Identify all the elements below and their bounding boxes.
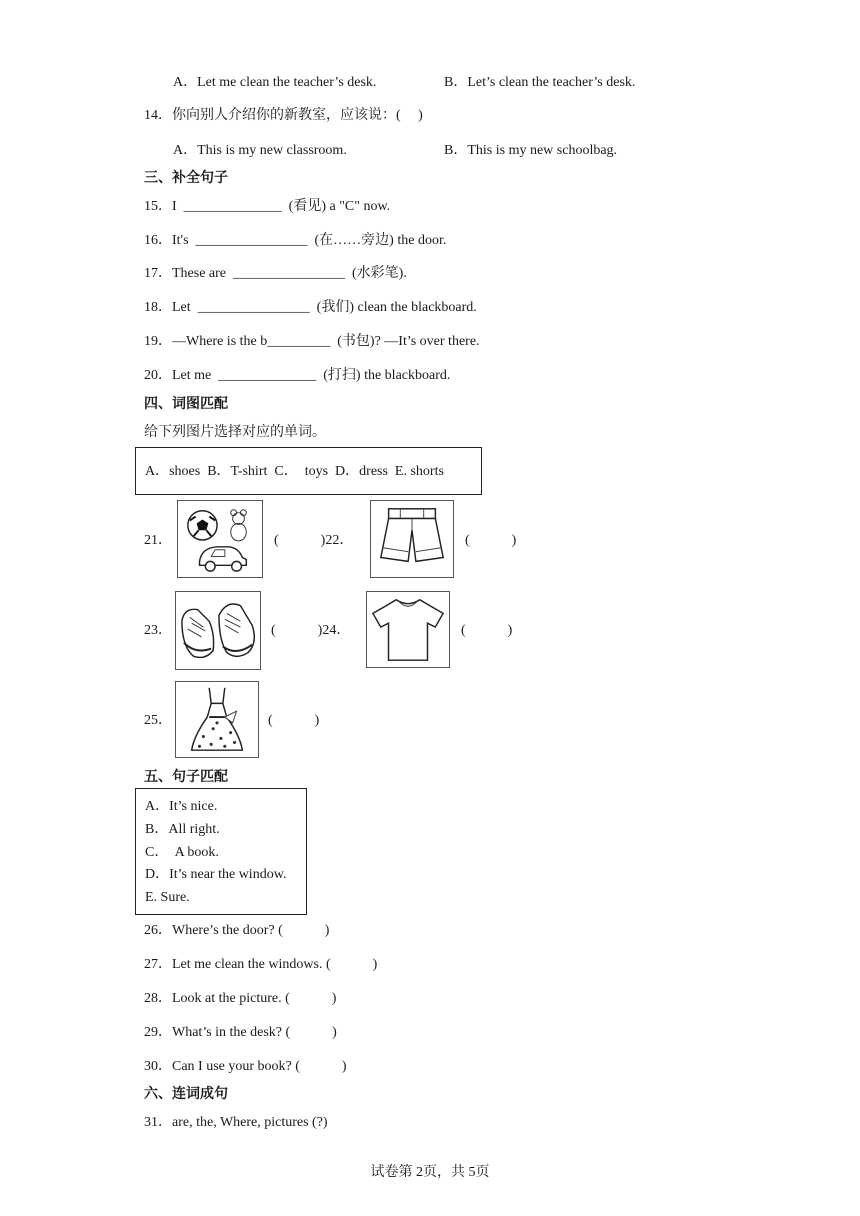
- q14-option-b: B．This is my new schoolbag.: [444, 143, 618, 158]
- q13-option-a: A．Let me clean the teacher’s desk.: [173, 75, 377, 90]
- q17: 17．These are ________________ (水彩笔).: [144, 266, 407, 281]
- section-4-title: 四、词图匹配: [144, 396, 228, 412]
- q31: 31．are, the, Where, pictures (?): [144, 1115, 328, 1130]
- q14-option-a: A．This is my new classroom.: [173, 143, 347, 158]
- q22-bracket: ( ): [465, 533, 517, 548]
- sentence-option-d: D．It’s near the window.: [145, 867, 287, 882]
- q20: 20．Let me ______________ (打扫) the blackboard.: [144, 368, 451, 383]
- section-6-title: 六、连词成句: [144, 1086, 228, 1102]
- q15: 15．I ______________ (看见) a "C" now.: [144, 199, 391, 214]
- sentence-option-c: C． A book.: [145, 845, 219, 860]
- sentence-option-a: A．It’s nice.: [145, 799, 218, 814]
- q21-q22-brackets: ( )22．: [274, 533, 354, 548]
- shoes-icon: [175, 591, 261, 670]
- q23-label: 23．: [144, 623, 172, 638]
- q30: 30．Can I use your book? ( ): [144, 1059, 347, 1074]
- sentence-options-box: [135, 788, 307, 915]
- q24-bracket: ( ): [461, 623, 513, 638]
- q18: 18．Let ________________ (我们) clean the blackboard.: [144, 300, 477, 315]
- sentence-option-e: E. Sure.: [145, 890, 190, 905]
- sentence-option-b: B．All right.: [145, 822, 220, 837]
- q25-bracket: ( ): [268, 713, 320, 728]
- q29: 29．What’s in the desk? ( ): [144, 1025, 337, 1040]
- q19: 19．—Where is the b_________ (书包)? —It’s over there.: [144, 334, 480, 349]
- q21-label: 21．: [144, 533, 172, 548]
- word-options-box: [135, 447, 482, 495]
- q25-label: 25．: [144, 713, 172, 728]
- section-4-instructions: 给下列图片选择对应的单词。: [144, 425, 326, 440]
- q16: 16．It's ________________ (在……旁边) the door.: [144, 233, 447, 248]
- q23-q24-brackets: ( )24．: [271, 623, 351, 638]
- q13-option-b: B．Let’s clean the teacher’s desk.: [444, 75, 636, 90]
- q28: 28．Look at the picture. ( ): [144, 991, 337, 1006]
- page-footer: 试卷第 2页，共 5页: [370, 1165, 490, 1180]
- q27: 27．Let me clean the windows. ( ): [144, 957, 378, 972]
- shorts-icon: [370, 500, 454, 578]
- q26: 26．Where’s the door? ( ): [144, 923, 330, 938]
- toys-icon: [177, 500, 263, 578]
- word-options: A．shoes B．T-shirt C． toys D．dress E. shorts: [145, 464, 444, 479]
- section-5-title: 五、句子匹配: [144, 769, 228, 785]
- dress-icon: [175, 681, 259, 758]
- q14-stem: 14．你向别人介绍你的新教室，应该说：( ): [144, 108, 423, 123]
- tshirt-icon: [366, 591, 450, 668]
- section-3-title: 三、补全句子: [144, 170, 228, 186]
